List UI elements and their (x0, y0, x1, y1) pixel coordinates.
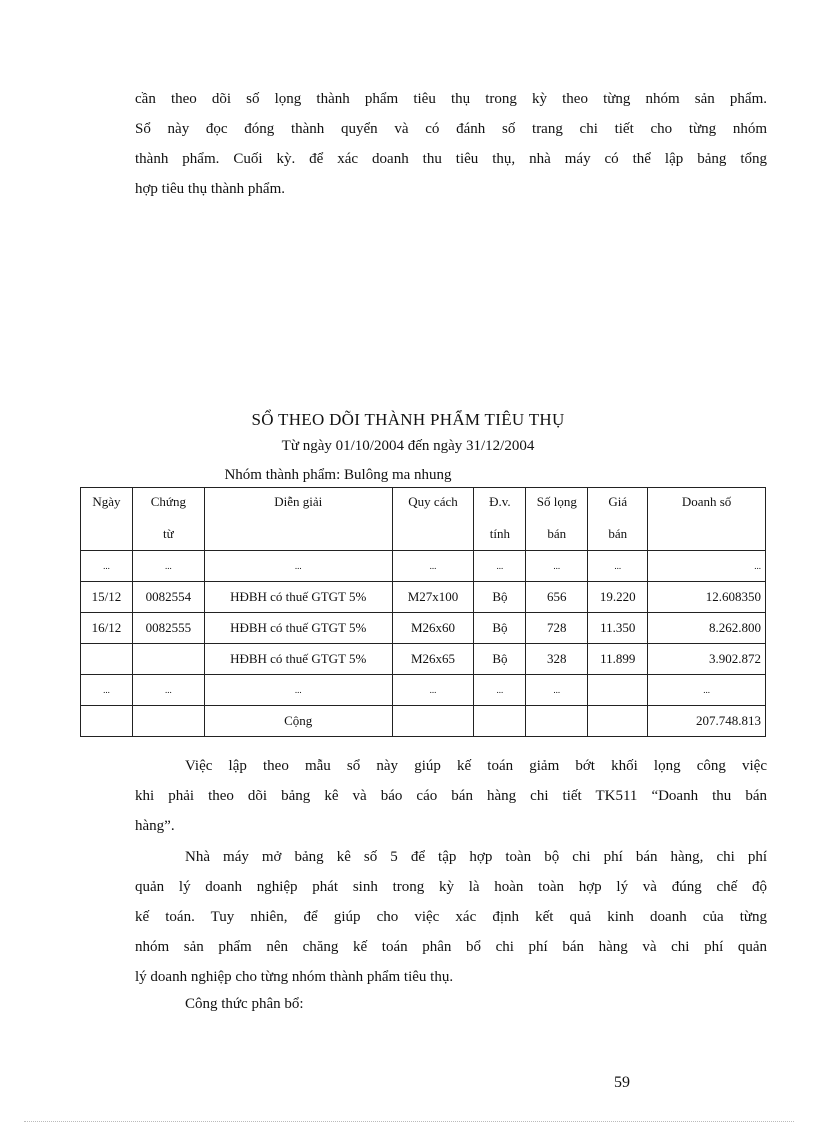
text-line: khi phải theo dõi bảng kê và báo cáo bán hàng chi tiết TK511 “Doanh thu bán (135, 788, 767, 804)
cell-voucher: ... (132, 551, 204, 582)
cell-date: 16/12 (81, 613, 133, 644)
text-line: lý doanh nghiệp cho từng nhóm thành phẩm tiêu thụ. (135, 969, 454, 985)
header-price-2: bán (588, 524, 648, 551)
text-line: kế toán. Tuy nhiên, để giúp cho việc xác định kết quả kinh doanh của từng (135, 909, 767, 925)
body-paragraph-3 (135, 842, 767, 992)
cell-description: ... (204, 675, 392, 706)
cell-revenue: 8.262.800 (648, 613, 766, 644)
cell-price (588, 675, 648, 706)
cell-quantity: 656 (526, 582, 588, 613)
cell-date: 15/12 (81, 582, 133, 613)
header-unit-2: tính (474, 524, 526, 551)
table-row (81, 675, 766, 706)
cell-voucher (132, 644, 204, 675)
text-line: thành phẩm. Cuối kỳ. để xác doanh thu tiêu thụ, nhà máy có thể lập bảng tổng (135, 151, 767, 167)
formula-heading (135, 989, 767, 1019)
cell-unit: Bộ (474, 644, 526, 675)
cell-description: HĐBH có thuế GTGT 5% (204, 644, 392, 675)
intro-paragraph (135, 84, 767, 204)
header-price: Giá (588, 488, 648, 525)
cell-spec: ... (392, 551, 474, 582)
text-line: nhóm sản phẩm nên chăng kế toán phân bổ chi phí bán hàng và chi phí quản (135, 939, 767, 955)
page-bottom-rule (24, 1121, 794, 1122)
cell-voucher: 0082555 (132, 613, 204, 644)
cell-voucher: 0082554 (132, 582, 204, 613)
text-line: Việc lập theo mẫu sổ này giúp kế toán giảm bớt khối lọng công việc (185, 758, 767, 774)
cell-quantity: ... (526, 551, 588, 582)
header-date: Ngày (81, 488, 133, 525)
ledger-group: Nhóm thành phẩm: Bulông ma nhung (224, 467, 452, 483)
table-row (81, 613, 766, 644)
header-spec: Quy cách (392, 488, 474, 525)
total-label: Cộng (204, 706, 392, 737)
ledger-period: Từ ngày 01/10/2004 đến ngày 31/12/2004 (281, 438, 535, 454)
cell-revenue: 3.902.872 (648, 644, 766, 675)
cell-price: 11.350 (588, 613, 648, 644)
table-row (81, 582, 766, 613)
cell-spec: M26x65 (392, 644, 474, 675)
cell-price: ... (588, 551, 648, 582)
body-paragraph-2 (135, 751, 767, 841)
cell-spec: ... (392, 675, 474, 706)
cell-voucher: ... (132, 675, 204, 706)
cell-quantity: 728 (526, 613, 588, 644)
table-header-row (81, 488, 766, 525)
cell-revenue: ... (648, 675, 766, 706)
cell-date: ... (81, 675, 133, 706)
cell-description: HĐBH có thuế GTGT 5% (204, 582, 392, 613)
header-revenue: Doanh số (648, 488, 766, 525)
cell-description: HĐBH có thuế GTGT 5% (204, 613, 392, 644)
table-total-row (81, 706, 766, 737)
cell-price: 11.899 (588, 644, 648, 675)
header-quantity: Số lọng (526, 488, 588, 525)
header-voucher-2: từ (132, 524, 204, 551)
text-line: hàng”. (135, 818, 175, 834)
header-unit: Đ.v. (474, 488, 526, 525)
cell-unit: Bộ (474, 613, 526, 644)
text-line: quản lý doanh nghiệp phát sinh trong kỳ là hoàn toàn hợp lý và đúng chế độ (135, 879, 767, 895)
table-row (81, 551, 766, 582)
cell-spec: M27x100 (392, 582, 474, 613)
text-line: cần theo dõi số lọng thành phẩm tiêu thụ trong kỳ theo từng nhóm sản phẩm. (135, 91, 767, 107)
cell-date (81, 644, 133, 675)
header-quantity-2: bán (526, 524, 588, 551)
sales-ledger-table (80, 487, 766, 737)
text-line: Công thức phân bổ: (185, 996, 304, 1012)
cell-revenue: ... (648, 551, 766, 582)
ledger-title: SỔ THEO DÕI THÀNH PHẨM TIÊU THỤ (251, 410, 565, 429)
page-number: 59 (614, 1074, 630, 1091)
cell-quantity: ... (526, 675, 588, 706)
cell-quantity: 328 (526, 644, 588, 675)
text-line: Nhà máy mở bảng kê số 5 để tập hợp toàn bộ chi phí bán hàng, chi phí (185, 849, 767, 865)
table-header-row-2 (81, 524, 766, 551)
cell-price: 19.220 (588, 582, 648, 613)
cell-unit: Bộ (474, 582, 526, 613)
cell-description: ... (204, 551, 392, 582)
header-description: Diễn giải (204, 488, 392, 525)
text-line: Sổ này đọc đóng thành quyển và có đánh số trang chi tiết cho từng nhóm (135, 121, 767, 137)
table-row (81, 644, 766, 675)
text-line: hợp tiêu thụ thành phẩm. (135, 181, 285, 197)
header-voucher: Chứng (132, 488, 204, 525)
cell-unit: ... (474, 675, 526, 706)
cell-unit: ... (474, 551, 526, 582)
total-value: 207.748.813 (648, 706, 766, 737)
cell-revenue: 12.608350 (648, 582, 766, 613)
cell-date: ... (81, 551, 133, 582)
cell-spec: M26x60 (392, 613, 474, 644)
